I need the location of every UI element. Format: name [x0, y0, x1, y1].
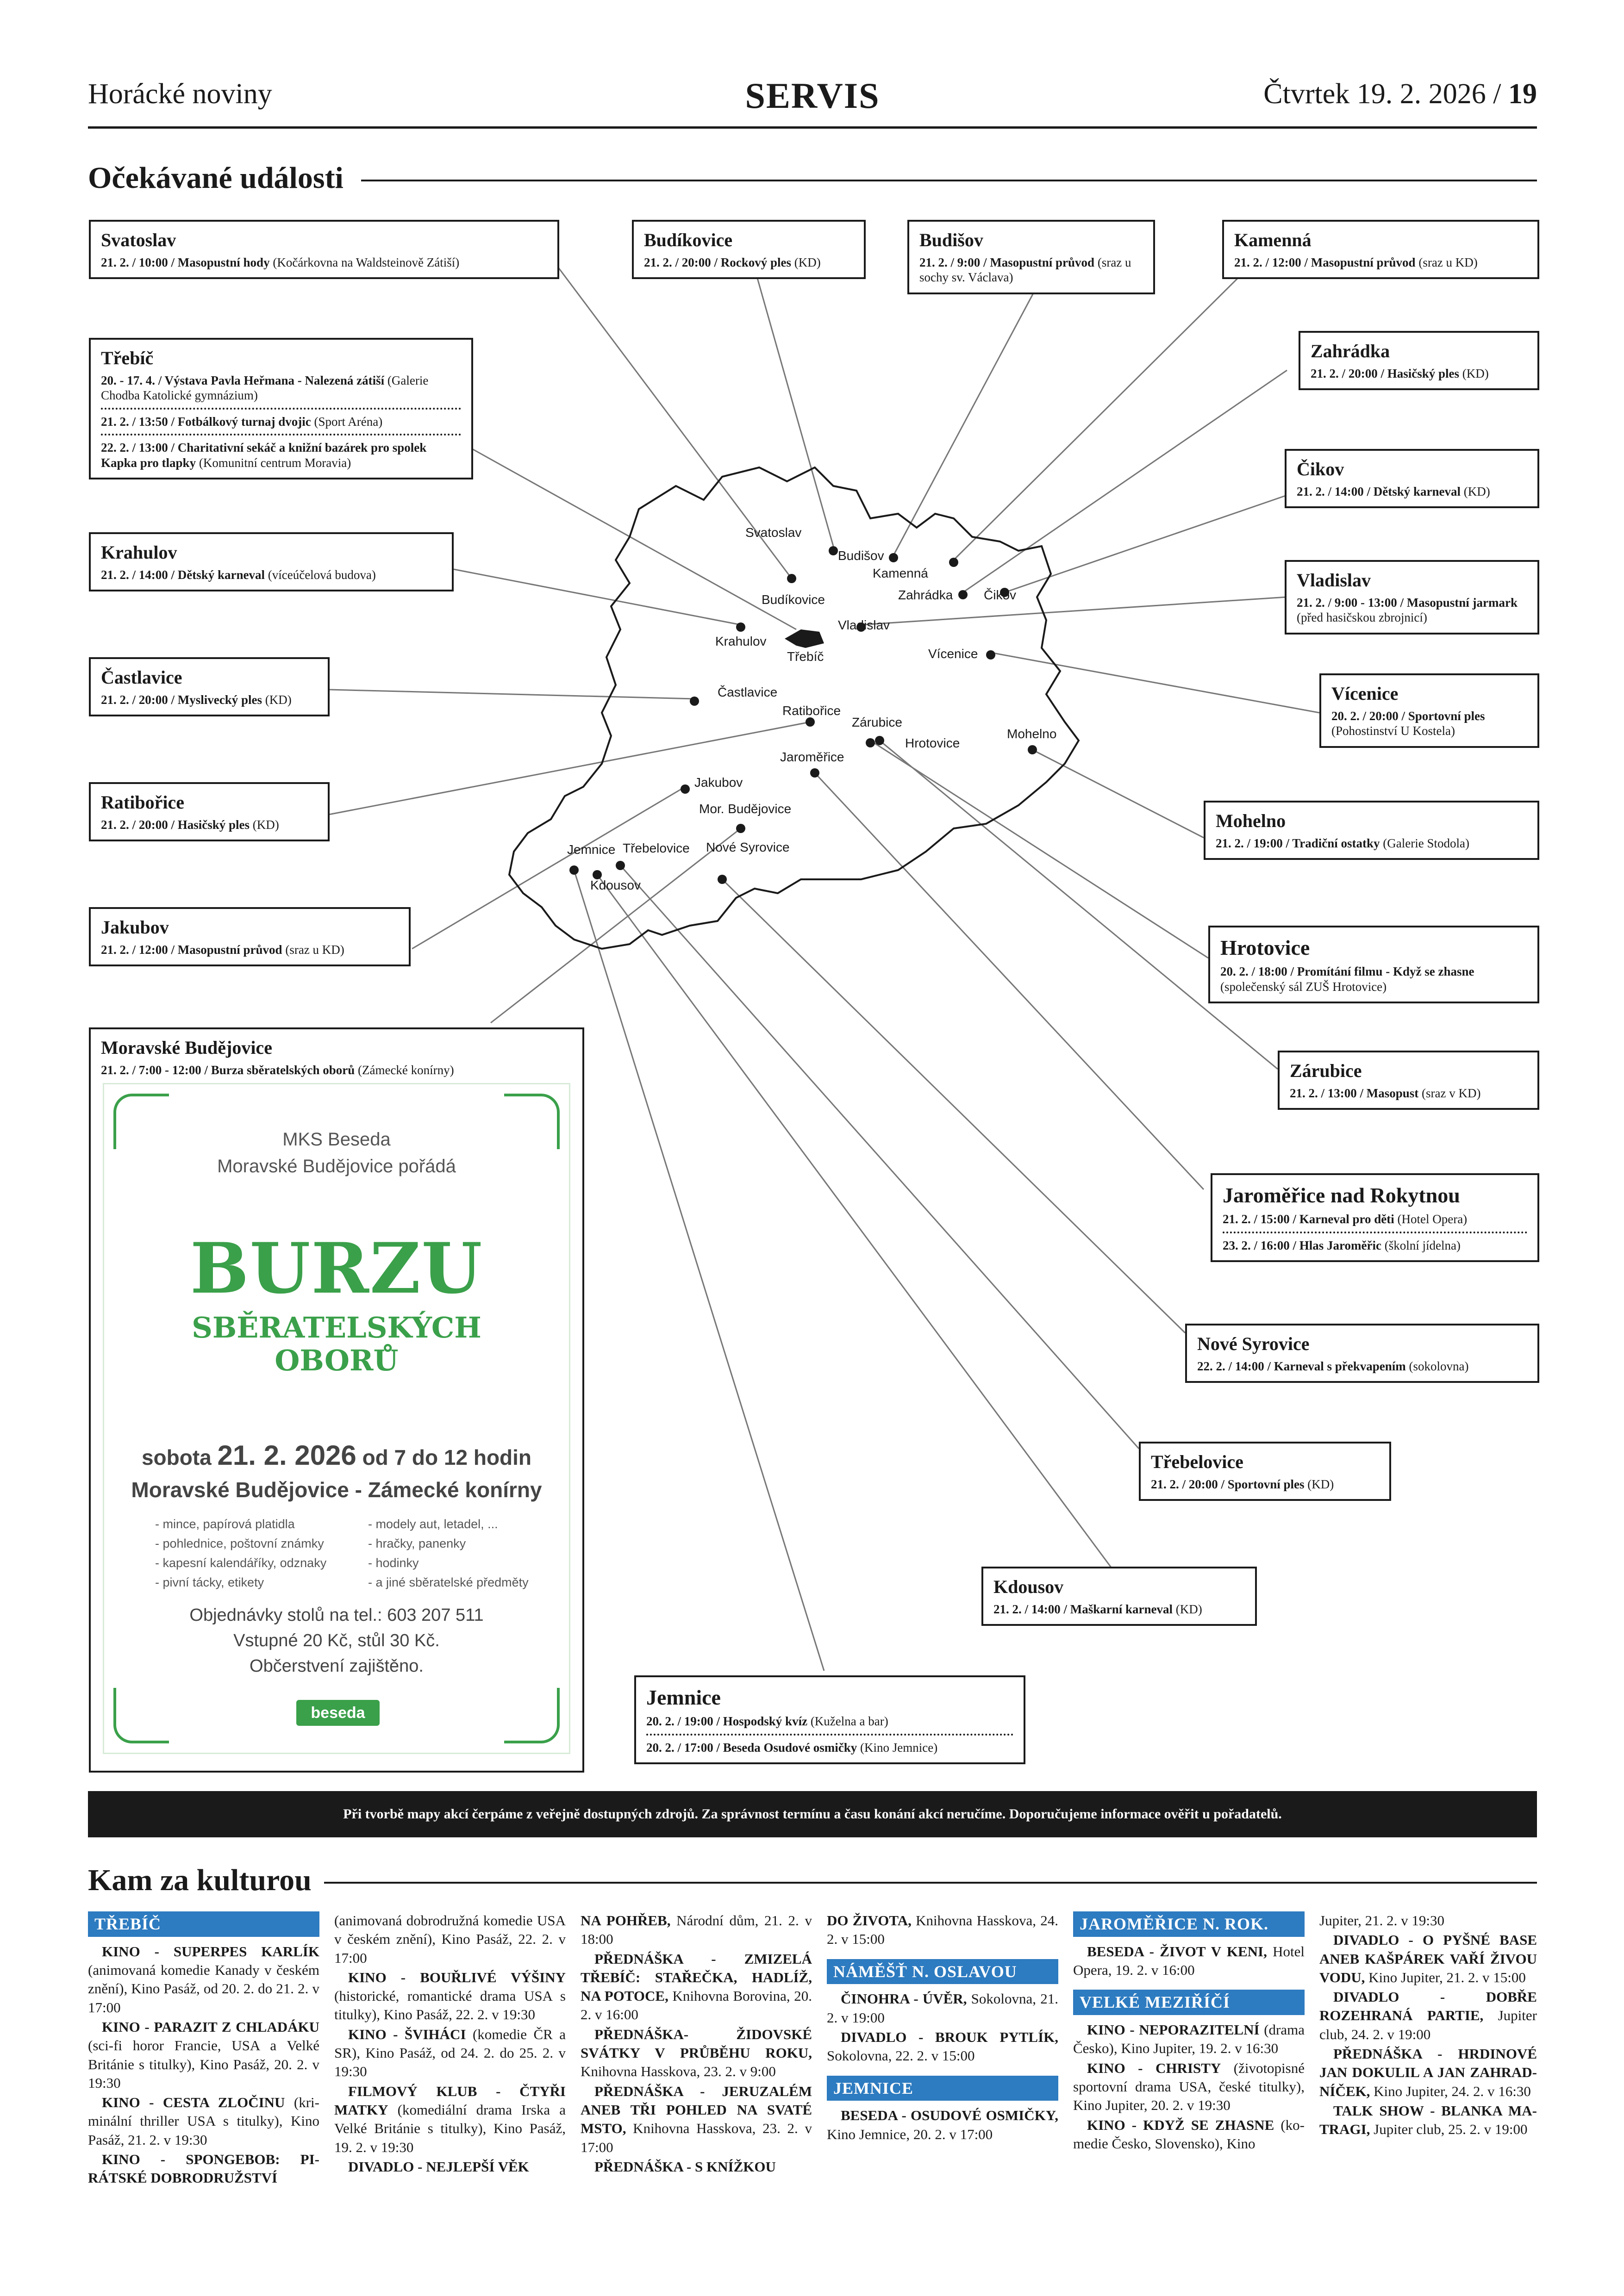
- town-label: Čikov: [984, 588, 1017, 602]
- event-box-trebic: [89, 338, 473, 479]
- culture-item-title: PŘEDNÁŠKA - JERUZALÉM ANEB TŘI POHLED NA SVATÉ MSTO,: [581, 2083, 812, 2137]
- event-box-caslavice: [89, 657, 330, 716]
- trebic-shape: [785, 629, 824, 648]
- section-name: SERVIS: [745, 75, 880, 116]
- ornament-icon: [113, 1688, 169, 1743]
- town-label: Mor. Budějovice: [699, 802, 792, 816]
- event-town: Vícenice: [1331, 683, 1399, 704]
- poster-sub-line: OBORŮ: [275, 1344, 399, 1378]
- poster-sub-line: SBĚRATELSKÝCH: [192, 1311, 481, 1344]
- event-item: [1234, 255, 1527, 270]
- event-where: (KD): [1304, 1477, 1334, 1491]
- culture-item-title: KINO - ŠVIHÁCI: [348, 2026, 466, 2042]
- culture-item-title: BESEDA - OSUDOVÉ OSMIČKY,: [841, 2107, 1058, 2124]
- culture-item: [1073, 2116, 1305, 2153]
- culture-item-detail: Knihovna Hasskova, 23. 2. v 17:00: [581, 2120, 812, 2155]
- event-town: Kamenná: [1234, 230, 1312, 250]
- event-where: (sraz u KD): [1415, 255, 1478, 269]
- town-label: Vladislav: [838, 618, 890, 632]
- city-heading: VELKÉ MEZIŘÍČÍ: [1073, 1990, 1305, 2015]
- culture-item-detail: Kino Jupiter, 24. 2. v 16:30: [1370, 2083, 1531, 2099]
- event-town: Jakubov: [101, 917, 169, 938]
- event-item: [1223, 1238, 1527, 1253]
- town-label: Nové Syrovice: [706, 840, 790, 854]
- event-town: Hrotovice: [1220, 936, 1310, 959]
- event-when: 21. 2. / 9:00 - 13:00 / Masopustní jarmark: [1297, 596, 1518, 610]
- beseda-logo: beseda: [296, 1700, 380, 1726]
- culture-item-title: PŘEDNÁŠKA - HRDINOVÉ JAN DOKULIL A JAN ZAHRADNÍČEK,: [1319, 2046, 1537, 2099]
- culture-item: [827, 1911, 1058, 1949]
- event-town: Budišov: [919, 230, 983, 250]
- culture-item-detail: (kriminální thriller USA s titulky), Kino Pasáž, 21. 2. v 19:30: [88, 2094, 319, 2148]
- event-item: [1290, 1086, 1527, 1101]
- culture-item: [1073, 1942, 1305, 1980]
- culture-item: [1073, 2059, 1305, 2115]
- culture-item: [1319, 2045, 1537, 2101]
- event-town: Zahrádka: [1311, 341, 1390, 361]
- event-where: (Sport Aréna): [311, 414, 383, 429]
- culture-item: [1319, 1988, 1537, 2044]
- culture-item: [581, 1950, 812, 2024]
- section-title-culture: Kam za kulturou: [88, 1865, 321, 1896]
- culture-item: [88, 2018, 319, 2092]
- culture-item: [334, 2158, 566, 2176]
- event-where: (KD): [1459, 367, 1489, 380]
- town-label: Vícenice: [928, 647, 978, 661]
- event-when: 21. 2. / 20:00 / Sportovní ples: [1151, 1477, 1305, 1491]
- event-where: (víceúčelová budova): [265, 568, 376, 582]
- event-where: (Galerie Stodola): [1380, 836, 1469, 850]
- event-box-kamenna: [1222, 220, 1539, 279]
- issue-date-text: Čtvrtek 19. 2. 2026 /: [1263, 78, 1501, 110]
- poster-date-line: [104, 1436, 569, 1475]
- list-item: - kapesní kalendáříky, odznaky: [155, 1556, 327, 1570]
- event-where: (KD): [1461, 485, 1490, 498]
- event-town: Svatoslav: [101, 230, 176, 250]
- event-town: Mohelno: [1216, 810, 1286, 831]
- town-label: Zahrádka: [898, 588, 953, 602]
- culture-item-detail: Kino Jemnice, 20. 2. v 17:00: [827, 2126, 993, 2142]
- culture-item-title: DIVADLO - O PYŠNÉ BASE ANEB KAŠPÁREK VAŘÍ ŽIVOU VODU,: [1319, 1932, 1537, 1985]
- section-rule: [324, 1882, 1537, 1884]
- event-when: 22. 2. / 13:00 / Charitativní sekáč a knižní bazárek pro spolek Kapka pro tlapky: [101, 441, 427, 470]
- event-item: [101, 817, 318, 832]
- event-box-vicenice: [1319, 673, 1539, 748]
- poster-info: [104, 1603, 569, 1679]
- culture-item: [827, 2106, 1058, 2144]
- culture-item: [1319, 2102, 1537, 2139]
- city-heading: NÁMĚŠŤ N. OSLAVOU: [827, 1959, 1058, 1985]
- poster-org-line: Moravské Budějovice pořádá: [217, 1156, 456, 1176]
- town-label: Zárubice: [852, 715, 902, 729]
- culture-item-title: PŘEDNÁŠKA- ŽIDOVSKÉ SVÁTKY V PRŮBĚHU ROKU,: [581, 2026, 812, 2061]
- disclaimer-banner: Při tvorbě mapy akcí čerpáme z veřejně dostupných zdrojů. Za správnost termínu a času konání akcí neručíme. Doporučujeme informace ověřit u pořadatelů.: [88, 1791, 1537, 1837]
- event-where: (před hasičskou zbrojnicí): [1297, 610, 1427, 625]
- event-when: 20. 2. / 20:00 / Sportovní ples: [1331, 709, 1485, 723]
- event-when: 21. 2. / 13:00 / Masopust: [1290, 1086, 1419, 1100]
- event-town: Jaroměřice nad Rokytnou: [1223, 1183, 1460, 1207]
- culture-item-title: NA POHŘEB,: [581, 1912, 671, 1929]
- town-label: Častlavice: [718, 685, 778, 699]
- event-box-vladislav: [1285, 560, 1539, 635]
- culture-item-title: DIVADLO - NEJLEPŠÍ VĚK: [348, 2158, 529, 2175]
- event-when: 21. 2. / 13:50 / Fotbálkový turnaj dvojic: [101, 414, 311, 429]
- culture-item-title: KINO - NEPORAZITELNÍ: [1087, 2022, 1260, 2038]
- event-separator: [101, 408, 461, 410]
- town-label: Třebelovice: [623, 841, 690, 855]
- event-box-jakubov: [89, 907, 411, 966]
- culture-item-detail: (životopisné sportovní drama USA, české titulky), Kino Jupiter, 20. 2. v 19:30: [1073, 2060, 1305, 2114]
- town-label: Krahulov: [715, 634, 767, 648]
- event-item: [101, 373, 461, 403]
- poster-org-line: MKS Beseda: [282, 1129, 391, 1150]
- town-labels: [567, 525, 1056, 892]
- town-label: Třebíč: [787, 649, 824, 664]
- event-when: 21. 2. / 7:00 - 12:00 / Burza sběratelských oborů: [101, 1063, 355, 1077]
- culture-item-title: PŘEDNÁŠKA - ZMIZELÁ TŘEBÍČ: STAŘEČKA, HADLÍŽ, NA POTOCE,: [581, 1950, 812, 2004]
- event-where: (sraz u sochy sv. Václava): [919, 255, 1131, 285]
- event-when: 21. 2. / 14:00 / Dětský karneval: [1297, 485, 1461, 498]
- city-heading: TŘEBÍČ: [88, 1911, 319, 1937]
- event-box-kdousov: [981, 1567, 1257, 1626]
- event-box-zahradka: [1299, 331, 1539, 390]
- city-heading: JEMNICE: [827, 2076, 1058, 2101]
- event-item: [993, 1602, 1245, 1617]
- event-box-hrotovice: [1208, 926, 1539, 1003]
- page-number: 19: [1508, 78, 1537, 110]
- event-when: 20. 2. / 18:00 / Promítání filmu - Když se zhasne: [1220, 964, 1474, 979]
- event-town: Zárubice: [1290, 1060, 1362, 1081]
- event-when: 20. 2. / 17:00 / Beseda Osudové osmičky: [646, 1740, 857, 1755]
- town-label: Budišov: [838, 548, 884, 563]
- event-when: 21. 2. / 20:00 / Hasičský ples: [1311, 367, 1460, 380]
- list-item: - hračky, panenky: [368, 1536, 466, 1550]
- event-item: [1311, 366, 1527, 381]
- event-where: (sraz u KD): [282, 943, 344, 957]
- event-item: [101, 440, 461, 470]
- town-label: Hrotovice: [905, 736, 960, 750]
- culture-item-detail: Jupiter, 21. 2. v 19:30: [1319, 1912, 1444, 1929]
- culture-column: [334, 1911, 566, 2177]
- event-item: [1223, 1212, 1527, 1226]
- culture-item-detail: Národní dům, 21. 2. v 18:00: [581, 1912, 812, 1948]
- event-item: [1297, 484, 1527, 499]
- culture-column: [1073, 1911, 1305, 2154]
- event-when: 21. 2. / 9:00 / Masopustní průvod: [919, 255, 1095, 269]
- culture-item-detail: Kino Jupiter, 21. 2. v 15:00: [1365, 1969, 1526, 1985]
- event-item: [101, 1063, 572, 1077]
- culture-item-detail: (animovaná dobrodružná komedie USA v českém znění), Kino Pasáž, 22. 2. v 17:00: [334, 1912, 566, 1966]
- culture-item-title: BESEDA - ŽIVOT V KENI,: [1087, 1943, 1267, 1960]
- culture-item-detail: Hotel Opera, 19. 2. v 16:00: [1073, 1943, 1305, 1979]
- event-where: (sraz v KD): [1418, 1086, 1481, 1100]
- event-separator: [1223, 1232, 1527, 1233]
- poster-subheadline: [104, 1311, 569, 1377]
- town-label: Jaroměřice: [780, 750, 844, 764]
- poster-date-b: 21. 2. 2026: [217, 1440, 356, 1471]
- event-town: Vladislav: [1297, 570, 1371, 591]
- event-where: (Pohostinství U Kostela): [1331, 724, 1455, 738]
- event-item: [101, 567, 442, 582]
- event-when: 21. 2. / 20:00 / Rockový ples: [644, 255, 792, 269]
- event-poster: [103, 1083, 570, 1754]
- culture-item: [581, 2082, 812, 2157]
- event-town: Jemnice: [646, 1686, 721, 1709]
- event-item: [1151, 1477, 1379, 1492]
- event-box-mohelno: [1204, 801, 1539, 860]
- culture-item-detail: (historické, romantické drama USA s titulky), Kino Pasáž, 22. 2. v 19:30: [334, 1988, 566, 2023]
- culture-item-title: KINO - BOUŘLIVÉ VÝŠINY: [348, 1969, 566, 1985]
- event-when: 21. 2. / 12:00 / Masopustní průvod: [1234, 255, 1416, 269]
- ornament-icon: [504, 1688, 560, 1743]
- poster-order: Objednávky stolů na tel.: 603 207 511: [189, 1605, 484, 1625]
- town-label: Svatoslav: [745, 525, 802, 540]
- event-town: Ratibořice: [101, 792, 184, 813]
- list-item: - modely aut, letadel, ...: [368, 1517, 498, 1531]
- town-label: Kdousov: [590, 878, 641, 892]
- list-item: - mince, papírová platidla: [155, 1517, 295, 1531]
- event-box-jemnice: [634, 1675, 1025, 1764]
- town-label: Jemnice: [567, 842, 616, 857]
- event-box-ratiborice: [89, 782, 330, 841]
- poster-date-a: sobota: [141, 1445, 218, 1469]
- culture-item-detail: (komediální drama Irska a Velké Británie s titulky), Kino Pasáž, 19. 2. v 19:30: [334, 2101, 566, 2155]
- culture-item: [334, 2025, 566, 2081]
- poster-place: Moravské Budějovice - Zámecké konírny: [131, 1478, 542, 1502]
- culture-item-title: TALK SHOW - BLANKA MATRAGI,: [1319, 2102, 1537, 2138]
- culture-item-detail: Knihovna Borovina, 20. 2. v 16:00: [581, 1988, 812, 2023]
- town-label: Budíkovice: [762, 592, 825, 607]
- culture-item-detail: Jupiter club, 24. 2. v 19:00: [1319, 2007, 1537, 2042]
- culture-column: [581, 1911, 812, 2177]
- event-town: Častlavice: [101, 667, 182, 688]
- event-where: (Komunitní centrum Moravia): [196, 455, 351, 470]
- culture-item-detail: (sci-fi horor Francie, USA a Velké Británie s titulky), Kino Pasáž, 20. 2. v 19:30: [88, 2037, 319, 2091]
- culture-item-title: DIVADLO - DOBŘE ROZEHRANÁ PARTIE,: [1319, 1989, 1537, 2024]
- event-when: 21. 2. / 12:00 / Masopustní průvod: [101, 943, 282, 957]
- poster-list-left: [155, 1515, 359, 1592]
- list-item: - hodinky: [368, 1556, 419, 1570]
- event-separator: [101, 434, 461, 436]
- culture-item: [334, 1911, 566, 1967]
- event-box-trebelovice: [1139, 1442, 1391, 1501]
- event-item: [1220, 964, 1527, 994]
- event-item: [646, 1740, 1013, 1755]
- event-item: [101, 942, 399, 957]
- event-town: Čikov: [1297, 459, 1344, 479]
- event-when: 21. 2. / 20:00 / Hasičský ples: [101, 818, 250, 832]
- culture-item-detail: (animovaná komedie Kanady v českém znění), Kino Pasáž, od 20. 2. do 21. 2. v 17:00: [88, 1962, 319, 2016]
- event-item: [101, 414, 461, 429]
- event-item: [101, 255, 547, 270]
- culture-column: [827, 1911, 1058, 2145]
- event-box-zarubice: [1278, 1051, 1539, 1110]
- culture-item: [334, 1968, 566, 2024]
- event-where: (KD): [1173, 1602, 1202, 1616]
- event-where: (KD): [250, 818, 279, 832]
- event-when: 21. 2. / 20:00 / Myslivecký ples: [101, 693, 262, 707]
- city-heading: JAROMĚŘICE N. ROK.: [1073, 1911, 1305, 1937]
- culture-item-title: ČINOHRA - ÚVĚR,: [841, 1991, 967, 2007]
- event-when: 23. 2. / 16:00 / Hlas Jaroměřic: [1223, 1238, 1381, 1252]
- culture-item-title: KINO - KDYŽ SE ZHASNE: [1087, 2116, 1274, 2133]
- event-where: (Kino Jemnice): [857, 1740, 938, 1755]
- event-box-budisov: [907, 220, 1155, 294]
- culture-item-title: KINO - SUPERPES KARLÍK: [102, 1943, 319, 1960]
- event-where: (KD): [262, 693, 292, 707]
- culture-item-title: DIVADLO - BROUK PYTLÍK,: [841, 2028, 1058, 2045]
- culture-item: [1073, 2021, 1305, 2058]
- town-label: Ratibořice: [782, 703, 841, 718]
- culture-item: [827, 1990, 1058, 2027]
- event-where: (Zámecké konírny): [355, 1063, 454, 1077]
- event-separator: [646, 1734, 1013, 1736]
- event-where: (KD): [791, 255, 821, 269]
- event-box-budikovice: [632, 220, 866, 279]
- event-town: Budíkovice: [644, 230, 733, 250]
- culture-item: [581, 1911, 812, 1949]
- event-town: Kdousov: [993, 1576, 1064, 1597]
- culture-item: [88, 2093, 319, 2149]
- event-where: (společenský sál ZUŠ Hrotovice): [1220, 979, 1387, 994]
- culture-item-detail: (drama Česko), Kino Jupiter, 19. 2. v 16:30: [1073, 2022, 1305, 2057]
- culture-item-title: KINO - PARAZIT Z CHLADÁKU: [102, 2018, 319, 2035]
- culture-item-detail: (komedie ČR a SR), Kino Pasáž, od 24. 2. do 25. 2. v 19:30: [334, 2026, 566, 2080]
- poster-date-c: od 7 do 12 hodin: [356, 1445, 532, 1469]
- culture-item-detail: Knihovna Hasskova, 23. 2. v 9:00: [581, 2063, 776, 2080]
- town-label: Kamenná: [873, 566, 928, 580]
- event-item: [919, 255, 1143, 285]
- newspaper-name: Horácké noviny: [88, 78, 272, 110]
- town-label: Jakubov: [694, 775, 743, 790]
- culture-item-detail: (komedie Česko, Slovensko), Kino: [1073, 2116, 1305, 2152]
- event-box-svatoslav: [89, 220, 559, 279]
- poster-headline: BURZU: [190, 1228, 483, 1309]
- event-when: 20. 2. / 19:00 / Hospodský kvíz: [646, 1714, 808, 1729]
- event-town: Třebíč: [101, 348, 154, 368]
- poster-list-right: [368, 1515, 553, 1592]
- poster-price: Vstupné 20 Kč, stůl 30 Kč.: [233, 1631, 440, 1651]
- event-item: [644, 255, 854, 270]
- list-item: - pohlednice, poštovní známky: [155, 1536, 324, 1550]
- culture-column: [88, 1911, 319, 2189]
- event-box-cikov: [1285, 449, 1539, 508]
- culture-item-title: PŘEDNÁŠKA - S KNÍŽKOU: [594, 2158, 776, 2175]
- event-when: 20. - 17. 4. / Výstava Pavla Heřmana - Nalezená zátiší: [101, 373, 385, 387]
- event-where: (Hotel Opera): [1394, 1212, 1468, 1226]
- culture-item: [581, 2025, 812, 2081]
- event-where: (sokolovna): [1405, 1359, 1469, 1373]
- list-item: - a jiné sběratelské předměty: [368, 1575, 529, 1589]
- culture-item: [334, 2082, 566, 2157]
- event-town: Nové Syrovice: [1197, 1333, 1310, 1354]
- culture-item-detail: Sokolovna, 21. 2. v 19:00: [827, 1991, 1058, 2026]
- culture-item-title: KINO - CHRISTY: [1087, 2060, 1221, 2076]
- culture-item: [581, 2158, 812, 2176]
- culture-item-title: DO ŽIVOTA,: [827, 1912, 912, 1929]
- poster-organizer: [104, 1126, 569, 1180]
- event-where: (Galerie Chodba Katolické gymnázium): [101, 373, 429, 403]
- event-when: 21. 2. / 15:00 / Karneval pro děti: [1223, 1212, 1394, 1226]
- culture-item-detail: Jupiter club, 25. 2. v 19:00: [1370, 2121, 1528, 2138]
- event-box-krahulov: [89, 532, 454, 591]
- list-item: - pivní tácky, etikety: [155, 1575, 264, 1589]
- event-box-nove-syrovice: [1185, 1324, 1539, 1383]
- culture-item-detail: Knihovna Hasskova, 24. 2. v 15:00: [827, 1912, 1058, 1948]
- culture-item-title: FILMOVÝ KLUB - ČTYŘI MATKY: [334, 2083, 566, 2118]
- event-town: Moravské Budějovice: [101, 1037, 272, 1058]
- culture-item: [1319, 1911, 1537, 1930]
- poster-date: [104, 1436, 569, 1505]
- event-item: [646, 1714, 1013, 1729]
- event-where: (Kočárkovna na Waldsteinově Zátiší): [269, 255, 460, 269]
- event-item: [101, 692, 318, 707]
- event-when: 21. 2. / 19:00 / Tradiční ostatky: [1216, 836, 1380, 850]
- culture-column: [1319, 1911, 1537, 2140]
- event-box-jaromerice: [1211, 1173, 1539, 1262]
- poster-refresh: Občerstvení zajištěno.: [250, 1656, 424, 1676]
- event-item: [1331, 709, 1527, 739]
- event-when: 22. 2. / 14:00 / Karneval s překvapením: [1197, 1359, 1406, 1373]
- event-town: Krahulov: [101, 542, 177, 563]
- event-item: [1297, 595, 1527, 625]
- event-item: [1216, 836, 1527, 851]
- culture-item: [88, 2150, 319, 2188]
- event-when: 21. 2. / 14:00 / Maškarní karneval: [993, 1602, 1173, 1616]
- event-where: (Kuželna a bar): [807, 1714, 888, 1729]
- event-when: 21. 2. / 14:00 / Dětský karneval: [101, 568, 265, 582]
- culture-item-detail: Sokolovna, 22. 2. v 15:00: [827, 2047, 975, 2064]
- section-title-events: Očekávané události: [88, 163, 353, 193]
- event-item: [1197, 1359, 1527, 1374]
- culture-item: [1319, 1931, 1537, 1987]
- culture-item-title: KINO - CESTA ZLOČINU: [102, 2094, 285, 2111]
- culture-item: [88, 1942, 319, 2017]
- culture-item-title: KINO - SPONGEBOB: PIRÁTSKÉ DOBRODRUŽSTVÍ: [88, 2151, 319, 2186]
- event-when: 21. 2. / 10:00 / Masopustní hody: [101, 255, 270, 269]
- culture-item: [827, 2028, 1058, 2066]
- event-town: Třebelovice: [1151, 1451, 1243, 1472]
- town-label: Mohelno: [1007, 727, 1057, 741]
- event-where: (školní jídelna): [1381, 1238, 1461, 1252]
